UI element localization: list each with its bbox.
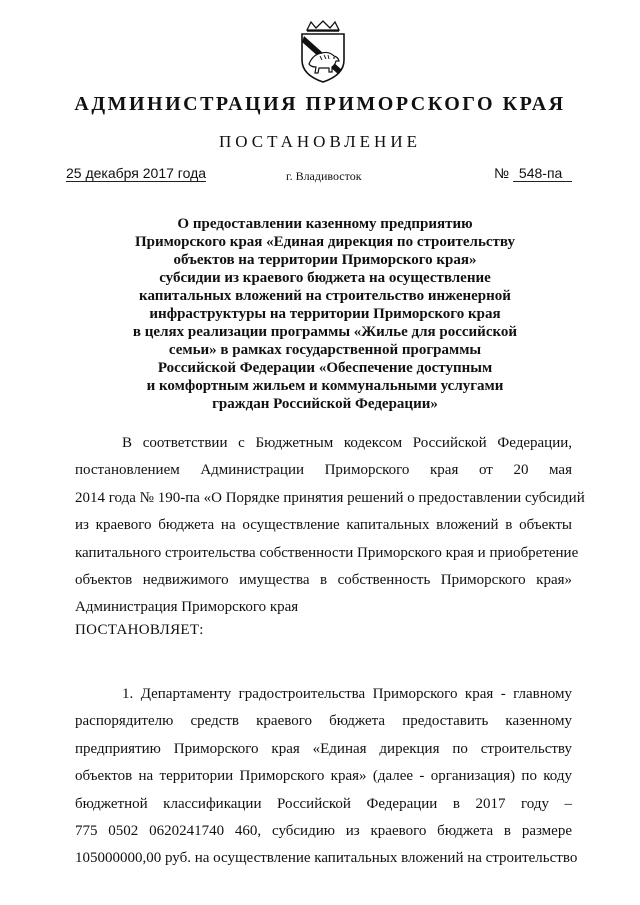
paragraph-line: 105000000,00 руб. на осуществление капитальных вложений на строительство (75, 850, 578, 867)
heading-line: О предоставлении казенному предприятию (177, 216, 473, 232)
heading-line: и комфортным жильем и коммунальными услугами (146, 378, 504, 394)
clause-1-paragraph (75, 681, 578, 873)
number-value: 548-па (513, 165, 572, 182)
heading-line: инфраструктуры на территории Приморского края (149, 306, 501, 322)
heading-line: Приморского края «Единая дирекция по строительству (135, 234, 515, 250)
paragraph-line: В соответствии с Бюджетным кодексом Российской Федерации, (122, 435, 572, 451)
primorsky-coat-of-arms-icon (295, 20, 351, 84)
heading-line: объектов на территории Приморского края» (173, 252, 477, 268)
paragraph-line: постановлением Администрации Приморского края от 20 мая (75, 462, 572, 479)
organization-title: АДМИНИСТРАЦИЯ ПРИМОРСКОГО КРАЯ (74, 93, 566, 115)
paragraph-line: объектов недвижимого имущества в собственность Приморского края» (75, 572, 572, 589)
document-city: г. Владивосток (286, 169, 362, 183)
heading-line: Российской Федерации «Обеспечение доступным (157, 360, 493, 376)
paragraph-line: предприятию Приморского края «Единая дирекция по строительству (75, 740, 572, 757)
paragraph-line: распорядителю средств краевого бюджета предоставить казенному (75, 713, 572, 730)
heading-line: капитальных вложений на строительство инженерной (139, 288, 511, 304)
paragraph-line: объектов на территории Приморского края» (далее - организация) по коду (75, 768, 572, 785)
heading-line: в целях реализации программы «Жилье для российской (132, 324, 518, 340)
heading-line: субсидии из краевого бюджета на осуществление (159, 270, 491, 286)
paragraph-line: бюджетной классификации Российской Федерации в 2017 году – (75, 795, 572, 812)
document-date: 25 декабря 2017 года (66, 165, 207, 181)
paragraph-line: 775 0502 0620241740 460, субсидию из краевого бюджета в размере (75, 823, 572, 840)
paragraph-line: из краевого бюджета на осуществление капитальных вложений в объекты (75, 517, 572, 534)
paragraph-line: 2014 года № 190-па «О Порядке принятия решений о предоставлении субсидий (75, 489, 585, 506)
heading-line: семьи» в рамках государственной программы (168, 342, 482, 358)
preamble-paragraph (75, 430, 585, 622)
paragraph-line: Администрация Приморского края (75, 599, 299, 616)
decree-word: ПОСТАНОВЛЯЕТ: (75, 622, 204, 638)
heading-line: граждан Российской Федерации» (212, 396, 438, 412)
number-prefix: № (494, 165, 510, 181)
document-number (494, 165, 572, 182)
paragraph-line: капитального строительства собственности Приморского края и приобретение (75, 544, 579, 561)
document-type: ПОСТАНОВЛЕНИЕ (218, 132, 421, 151)
paragraph-line: 1. Департаменту градостроительства Приморского края - главному (122, 686, 572, 702)
document-heading (120, 215, 530, 413)
